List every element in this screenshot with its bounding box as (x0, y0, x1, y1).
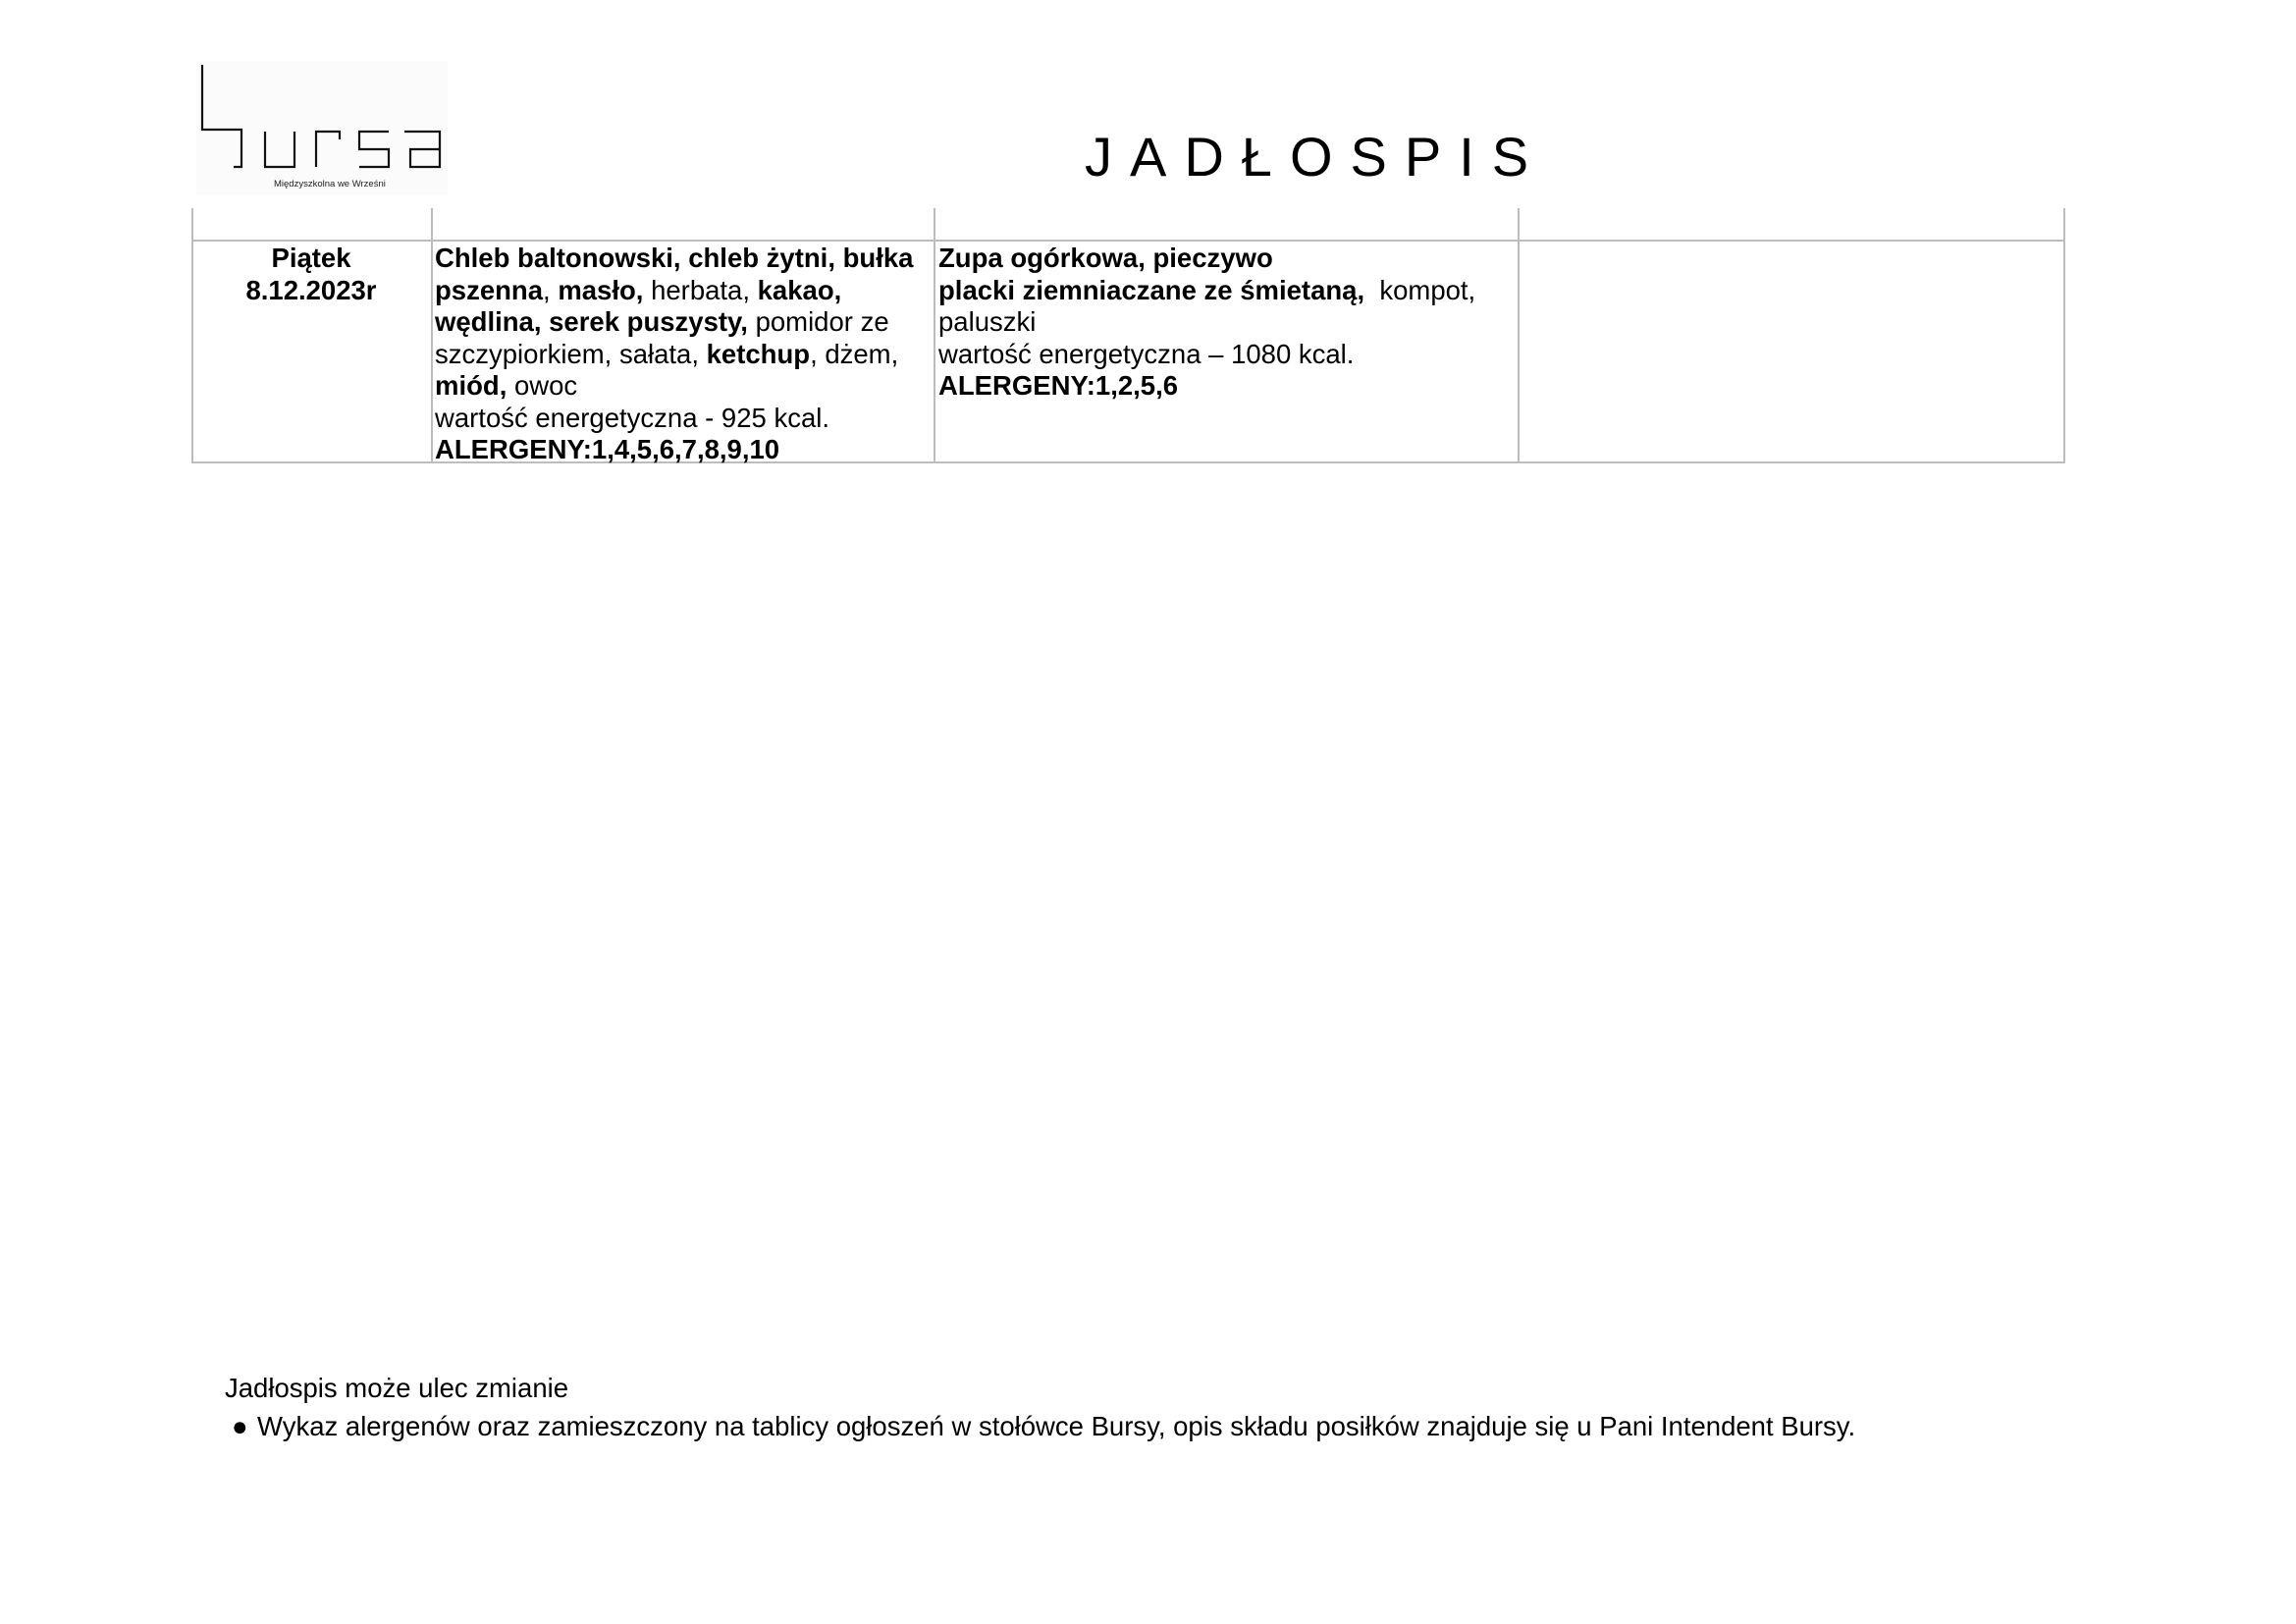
dinner-energy: wartość energetyczna – 1080 kcal. (938, 338, 1355, 369)
breakfast-energy: wartość energetyczna - 925 kcal. (435, 402, 829, 433)
breakfast-line-3 (435, 306, 935, 339)
breakfast-sep-1: , (543, 274, 559, 305)
breakfast-item-szczypiorek: szczypiorkiem, sałata, (435, 338, 707, 369)
breakfast-item-kakao: kakao, (757, 274, 842, 305)
table-row-top (191, 240, 2065, 242)
bullet-icon: ● (232, 1411, 248, 1441)
breakfast-line-4 (435, 339, 935, 371)
day-cell (191, 243, 431, 306)
dinner-allergens (938, 370, 1520, 403)
dinner-line-3: paluszki (938, 306, 1037, 337)
table-border-right (2063, 208, 2065, 463)
menu-change-note: Jadłospis może ulec zmianie (225, 1373, 569, 1403)
breakfast-item-pomidor: pomidor ze (747, 306, 889, 337)
dinner-line-1 (938, 243, 1520, 275)
breakfast-item-miod: miód, (435, 370, 507, 401)
day-name: Piątek (271, 243, 351, 273)
allergen-info-text: Wykaz alergenów oraz zamieszczony na tablicy ogłoszeń w stołówce Bursy, opis składu posiłków znajduje się u Pani Intendent Bursy. (257, 1411, 1856, 1441)
day-date: 8.12.2023r (245, 274, 377, 305)
breakfast-item-wedlina: wędlina, serek puszysty, (435, 306, 748, 337)
breakfast-allergens (435, 434, 935, 466)
dinner-cell (938, 243, 1520, 403)
breakfast-item-dzem: , dżem, (810, 338, 899, 369)
dinner-line-1-text: Zupa ogórkowa, pieczywo (938, 243, 1273, 273)
dinner-allergens-text: ALERGENY:1,2,5,6 (938, 370, 1179, 401)
breakfast-item-herbata: herbata, (643, 274, 758, 305)
breakfast-item-pszenna: pszenna (435, 274, 544, 305)
dinner-item-placki: placki ziemniaczane ze śmietaną, (938, 274, 1365, 305)
bursa-logo (196, 61, 448, 194)
breakfast-line-1-text: Chleb baltonowski, chleb żytni, bułka (435, 243, 914, 273)
breakfast-allergens-text: ALERGENY:1,4,5,6,7,8,9,10 (435, 434, 780, 464)
breakfast-line-5 (435, 370, 935, 403)
table-divider-1 (431, 208, 433, 463)
bursa-logo-graphic (196, 61, 448, 194)
dinner-item-kompot: kompot, (1364, 274, 1476, 305)
breakfast-line-1 (435, 243, 935, 275)
page-title: JADŁOSPIS (1085, 126, 1547, 188)
allergen-info-item (232, 1411, 1855, 1442)
breakfast-item-maslo: masło, (558, 274, 644, 305)
breakfast-item-owoc: owoc (507, 370, 578, 401)
breakfast-cell (435, 243, 935, 466)
breakfast-line-2 (435, 275, 935, 307)
dinner-line-2 (938, 275, 1520, 307)
logo-subtext: Międzyszkolna we Wrześni (274, 179, 386, 189)
breakfast-item-ketchup: ketchup (706, 338, 811, 369)
